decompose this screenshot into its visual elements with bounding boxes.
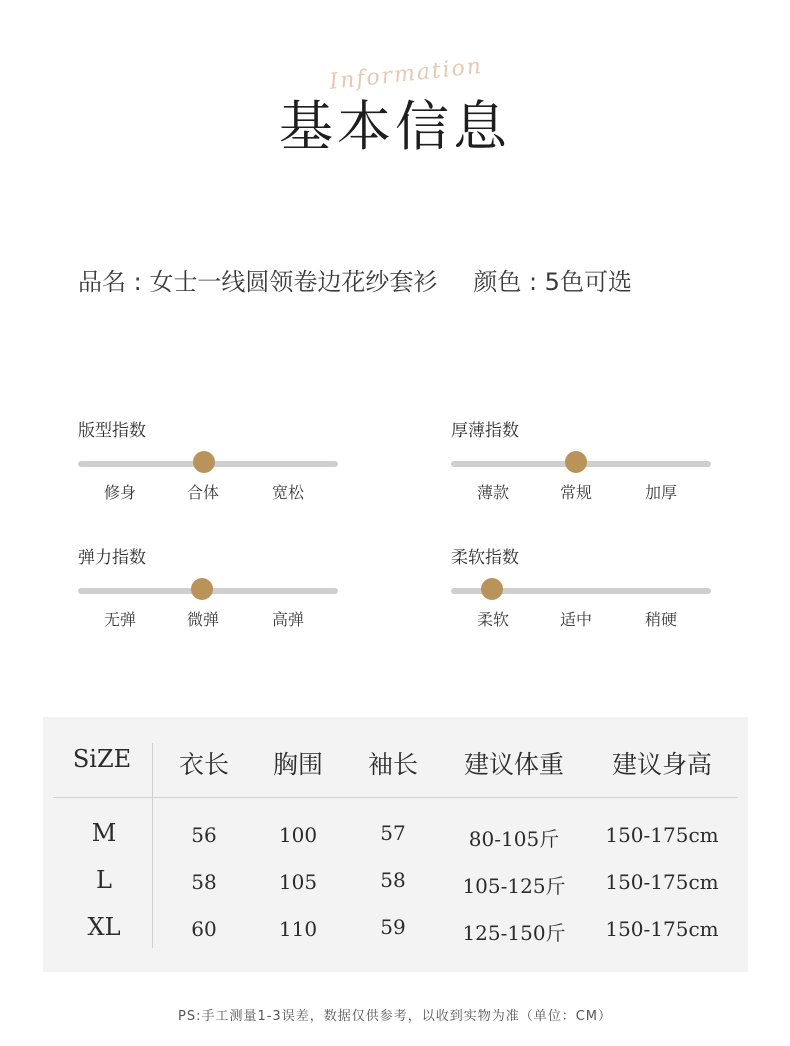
measurement-note: PS:手工测量1-3误差，数据仅供参考，以收到实物为准（单位：CM） [178,1009,612,1024]
index-marker [191,578,213,600]
index-option: 合体 [186,483,220,502]
table-header: 建议身高 [611,750,713,779]
thickness-index [451,416,711,526]
table-cell: 58 [191,870,217,894]
table-header: 衣长 [178,750,230,779]
fit-index [78,416,338,526]
index-option: 宽松 [271,483,305,502]
index-option: 稍硬 [644,610,678,629]
table-cell: 57 [380,821,406,845]
elasticity-index [78,543,338,653]
product-colors: 颜色 : 5色可选 [473,268,632,296]
table-cell: 56 [191,823,217,847]
index-option: 无弹 [103,610,137,629]
index-option: 薄款 [476,483,510,502]
table-cell: 60 [191,917,217,941]
table-cell: 100 [278,823,318,847]
table-cell: 105-125斤 [462,874,566,898]
index-option: 微弹 [186,610,220,629]
product-name: 品名 : 女士一线圆领卷边花纱套衫 [78,268,438,296]
table-cell: 150-175cm [605,823,719,847]
index-title: 弹力指数 [78,548,146,568]
table-cell: 58 [380,868,406,892]
index-option: 适中 [559,610,593,629]
table-cell: XL [87,913,121,941]
index-title: 厚薄指数 [451,421,519,441]
table-cell: 105 [278,870,318,894]
table-header: SiZE [72,745,132,773]
column-divider [152,743,153,948]
table-cell: 150-175cm [605,870,719,894]
script-decoration: Information [328,53,485,95]
index-marker [481,578,503,600]
index-title: 版型指数 [78,421,146,441]
table-cell: 59 [380,915,406,939]
table-cell: 125-150斤 [462,921,566,945]
table-header: 建议体重 [463,750,565,779]
index-title: 柔软指数 [451,548,519,568]
index-option: 修身 [103,483,137,502]
header-divider [53,797,738,798]
index-marker [565,451,587,473]
table-header: 袖长 [367,750,419,779]
size-table [43,717,748,972]
product-info-line [78,262,632,297]
table-cell: M [91,819,117,847]
table-cell: 150-175cm [605,917,719,941]
index-marker [193,451,215,473]
table-cell: 110 [278,917,318,941]
softness-index [451,543,711,653]
index-option: 高弹 [271,610,305,629]
index-option: 常规 [559,483,593,502]
index-option: 柔软 [476,610,510,629]
table-cell: 80-105斤 [468,827,560,851]
table-cell: L [96,866,112,894]
table-header: 胸围 [272,750,324,779]
index-option: 加厚 [644,483,678,502]
page-title: 基本信息 [279,95,511,158]
